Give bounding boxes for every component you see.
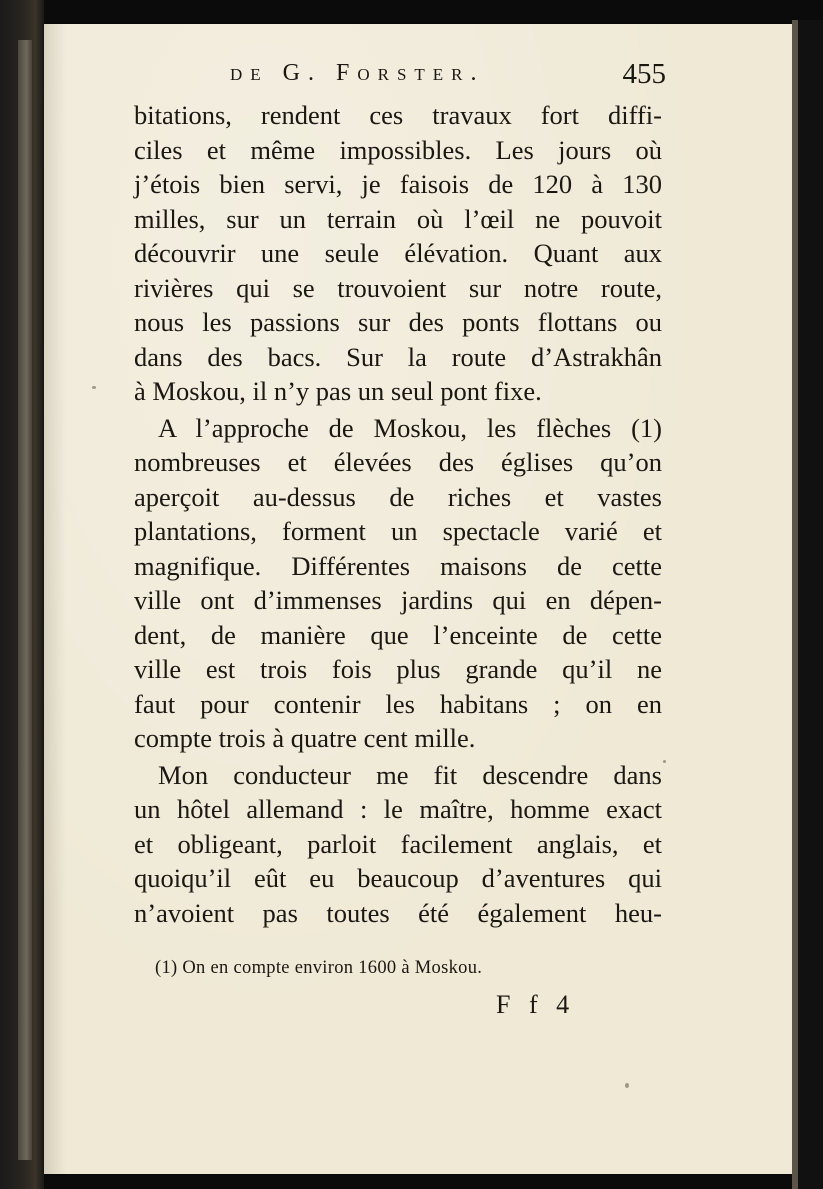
running-head: de G. Forster. xyxy=(230,60,485,86)
text-line: n’avoient pas toutes été également heu- xyxy=(134,897,662,928)
text-line: dent, de manière que l’enceinte de cette xyxy=(134,619,662,650)
text-line: et obligeant, parloit facilement anglais, et xyxy=(134,828,662,859)
text-line: faut pour contenir les habitans ; on en xyxy=(134,688,662,719)
text-line: plantations, forment un spectacle varié et xyxy=(134,516,662,546)
page-header xyxy=(230,58,666,98)
left-book-edge xyxy=(0,0,44,1189)
text-line: A l’approche de Moskou, les flèches (1) xyxy=(158,412,662,443)
text-line: bitations, rendent ces travaux fort diffi- xyxy=(134,100,662,130)
page-edge-strip xyxy=(792,20,798,1189)
text-line: magnifique. Différentes maisons de cette xyxy=(134,550,662,581)
text-line: découvrir une seule élévation. Quant aux xyxy=(134,238,662,268)
text-line: ville ont d’immenses jardins qui en dépen- xyxy=(134,585,662,615)
text-line: nous les passions sur des ponts flottans ou xyxy=(134,307,662,337)
footnote: (1) On en compte environ 1600 à Moskou. xyxy=(155,958,483,978)
paper-speck xyxy=(663,760,666,763)
signature-mark: F f 4 xyxy=(496,990,576,1019)
text-line: quoiqu’il eût eu beaucoup d’aventures qui xyxy=(134,863,662,893)
text-line: rivières qui se trouvoient sur notre route, xyxy=(134,272,662,303)
text-line: j’étois bien servi, je faisois de 120 à 130 xyxy=(134,169,662,199)
paper-speck xyxy=(92,386,96,389)
text-line: milles, sur un terrain où l’œil ne pouvoit xyxy=(134,203,662,234)
text-line: à Moskou, il n’y pas un seul pont fixe. xyxy=(134,376,542,406)
text-line: dans des bacs. Sur la route d’Astrakhân xyxy=(134,341,662,372)
body-text xyxy=(134,98,662,930)
text-line: Mon conducteur me fit descendre dans xyxy=(158,759,662,790)
paper-speck xyxy=(625,1083,629,1088)
right-book-edge xyxy=(792,20,823,1189)
text-line: nombreuses et élevées des églises qu’on xyxy=(134,447,662,477)
binding-sliver xyxy=(18,40,32,1160)
text-line: aperçoit au-dessus de riches et vastes xyxy=(134,481,662,512)
text-line: un hôtel allemand : le maître, homme exact xyxy=(134,794,662,824)
text-line: ville est trois fois plus grande qu’il ne xyxy=(134,654,662,684)
page-number: 455 xyxy=(622,58,666,90)
text-line: ciles et même impossibles. Les jours où xyxy=(134,134,662,165)
text-line: compte trois à quatre cent mille. xyxy=(134,723,476,753)
